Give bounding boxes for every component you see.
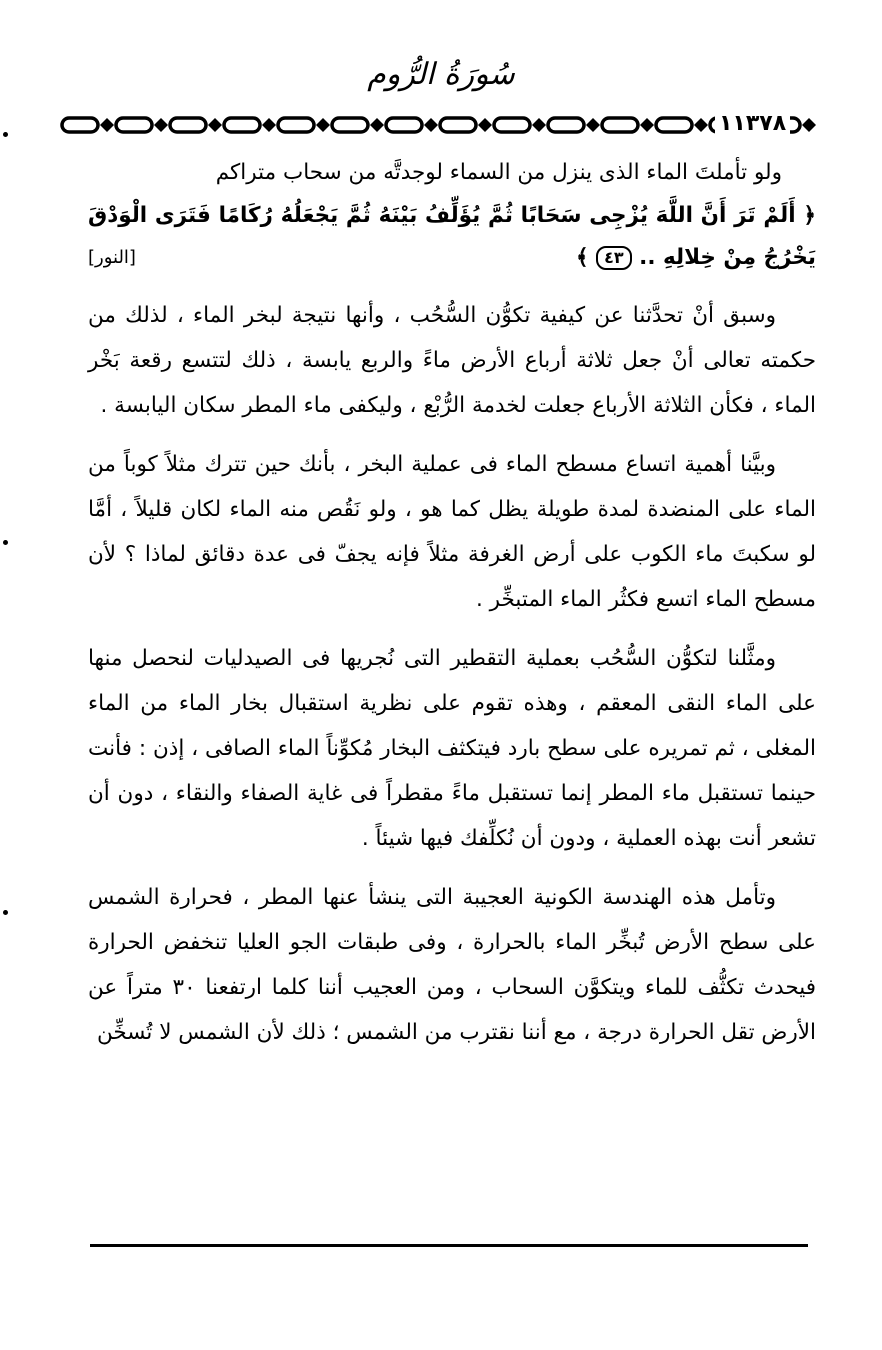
paragraph: وبيَّنا أهمية اتساع مسطح الماء فى عملية البخر ، بأنك حين تترك مثلاً كوباً من الماء على المنضدة لمدة طويلة يظل كما هو ، ولو نَقُص منه الماء لكان قليلاً ، أمَّا لو سكبتَ ماء الكوب على أرض الغرفة مثلاً فإنه يجفّ فى عدة دقائق لماذا ؟ لأن مسطح الماء اتسع فكثُر الماء المتبخِّر . [88,452,816,612]
page-number: ١١٣٧٨ [715,109,790,139]
margin-mark [3,910,8,915]
verse-reference: [النور] [88,247,136,268]
margin-mark [3,540,8,545]
header-ornament [60,112,830,138]
verse-number: ٤٣ [596,246,632,270]
surah-title: سُورَةُ الرُّوم [367,57,515,92]
margin-mark [3,132,8,137]
verse-open-bracket: ﴿ [803,203,816,228]
paragraph: وسبق أنْ تحدَّثنا عن كيفية تكوُّن السُّحُب ، وأنها نتيجة لبخر الماء ، لذلك من حكمته تعالى أنْ جعل ثلاثة أرباع الأرض ماءً والربع يابسة ، ذلك لتتسع رقعة بَخْر الماء ، فكأن الثلاثة الأرباع جعلت لخدمة الرُّبْع ، وليكفى ماء المطر سكان اليابسة . [88,303,816,418]
quran-verse [88,195,816,279]
page-body [88,150,816,1055]
footer-divider [90,1244,808,1247]
paragraph: ومثَّلنا لتكوُّن السُّحُب بعملية التقطير التى نُجريها فى الصيدليات لنحصل منها على الماء النقى المعقم ، وهذه تقوم على نظرية استقبال بخار الماء من الماء المغلى ، ثم تمريره على سطح بارد فيتكثف البخار مُكوِّناً الماء الصافى ، إذن : فأنت حينما تستقبل ماء المطر إنما تستقبل ماءً مقطراً فى غاية الصفاء والنقاء ، دون أن تشعر أنت بهذه العملية ، ودون أن نُكلِّفك فيها شيئاً . [88,646,816,851]
paragraph-intro: ولو تأملتَ الماء الذى ينزل من السماء لوجدتَّه من سحاب متراكم [215,160,782,185]
verse-text: أَلَمْ تَرَ أَنَّ اللَّهَ يُزْجِى سَحَابًا ثُمَّ يُؤَلِّفُ بَيْنَهُ ثُمَّ يَجْعَلُهُ رُكَامًا فَتَرَى الْوَدْقَ يَخْرُجُ مِنْ خِلالِهِ .. [88,203,816,270]
verse-close-bracket: ﴾ [576,245,589,270]
paragraph: وتأمل هذه الهندسة الكونية العجيبة التى ينشأ عنها المطر ، فحرارة الشمس على سطح الأرض تُبخِّر الماء بالحرارة ، وفى طبقات الجو العليا تنخفض الحرارة فيحدث تكثُّف للماء ويتكوَّن السحاب ، ومن العجيب أننا كلما ارتفعنا ٣٠ متراً عن الأرض تقل الحرارة درجة ، مع أننا نقترب من الشمس ؛ ذلك لأن الشمس لا تُسخِّن [88,885,816,1045]
